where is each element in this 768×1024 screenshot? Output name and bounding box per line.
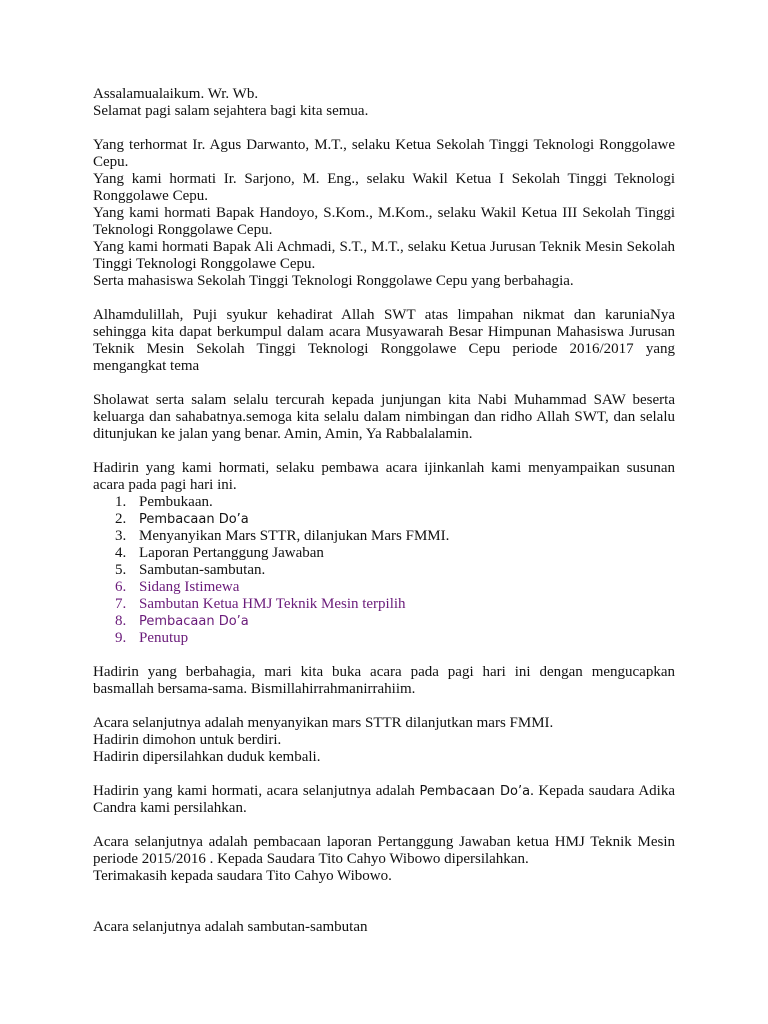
agenda-item: 4. Laporan Pertanggung Jawaban [115, 545, 324, 561]
agenda-list [93, 494, 675, 647]
agenda-item: 3. Menyanyikan Mars STTR, dilanjukan Mars FMMI. [115, 528, 450, 544]
agenda-item: 8. Pembacaan Do’a [115, 613, 249, 629]
agenda-item: 1. Pembukaan. [115, 494, 213, 510]
agenda-item: 9. Penutup [115, 630, 189, 646]
honorific-paragraph: Serta mahasiswa Sekolah Tinggi Teknologi Ronggolawe Cepu yang berbahagia. [93, 273, 574, 289]
laporan-paragraph: Acara selanjutnya adalah pembacaan laporan Pertanggung Jawaban ketua HMJ Teknik Mesin periode 2015/2016 . Kepada Saudara Tito Cahyo Wibowo dipersilahkan. [93, 834, 675, 867]
opening-paragraph: Hadirin yang berbahagia, mari kita buka acara pada pagi hari ini dengan mengucapkan basmallah bersama-sama. Bismillahirrahmanirrahiim. [93, 664, 675, 697]
alhamdulillah-paragraph: Alhamdulillah, Puji syukur kehadirat Allah SWT atas limpahan nikmat dan karuniaNya sehingga kita dapat berkumpul dalam acara Musyawarah Besar Himpunan Mahasiswa Jurusan Teknik Mesin Sekolah Tinggi Teknologi Ronggolawe Cepu periode 2016/2017 yang mengangkat tema [93, 307, 675, 374]
mars-line: Hadirin dimohon untuk berdiri. [93, 732, 282, 748]
agenda-item: 2. Pembacaan Do’a [115, 511, 249, 527]
laporan-thanks: Terimakasih kepada saudara Tito Cahyo Wibowo. [93, 868, 392, 884]
greeting-line: Selamat pagi salam sejahtera bagi kita semua. [93, 103, 369, 119]
doa-paragraph: Hadirin yang kami hormati, acara selanjutnya adalah Pembacaan Do’a. Kepada saudara Adika Candra kami persilahkan. [93, 783, 675, 816]
sholawat-paragraph: Sholawat serta salam selalu tercurah kepada junjungan kita Nabi Muhammad SAW beserta keluarga dan sahabatnya.semoga kita selalu dalam nimbingan dan ridho Allah SWT, dan selalu ditunjukan ke jalan yang benar. Amin, Amin, Ya Rabbalalamin. [93, 392, 675, 442]
agenda-intro: Hadirin yang kami hormati, selaku pembawa acara ijinkanlah kami menyampaikan susunan acara pada pagi hari ini. [93, 460, 675, 493]
honorific-paragraph: Yang kami hormati Ir. Sarjono, M. Eng., selaku Wakil Ketua I Sekolah Tinggi Teknologi Ronggolawe Cepu. [93, 171, 675, 204]
mars-line: Acara selanjutnya adalah menyanyikan mars STTR dilanjutkan mars FMMI. [93, 715, 554, 731]
agenda-item: 5. Sambutan-sambutan. [115, 562, 266, 578]
mars-line: Hadirin dipersilahkan duduk kembali. [93, 749, 321, 765]
agenda-item: 7. Sambutan Ketua HMJ Teknik Mesin terpilih [115, 596, 406, 612]
sambutan-line: Acara selanjutnya adalah sambutan-sambutan [93, 919, 368, 935]
agenda-item: 6. Sidang Istimewa [115, 579, 240, 595]
greeting-line: Assalamualaikum. Wr. Wb. [93, 86, 259, 102]
honorific-paragraph: Yang terhormat Ir. Agus Darwanto, M.T., selaku Ketua Sekolah Tinggi Teknologi Ronggolawe Cepu. [93, 137, 675, 170]
document-page [93, 86, 675, 936]
honorific-paragraph: Yang kami hormati Bapak Handoyo, S.Kom., M.Kom., selaku Wakil Ketua III Sekolah Tinggi Teknologi Ronggolawe Cepu. [93, 205, 675, 238]
honorific-paragraph: Yang kami hormati Bapak Ali Achmadi, S.T., M.T., selaku Ketua Jurusan Teknik Mesin Sekolah Tinggi Teknologi Ronggolawe Cepu. [93, 239, 675, 272]
